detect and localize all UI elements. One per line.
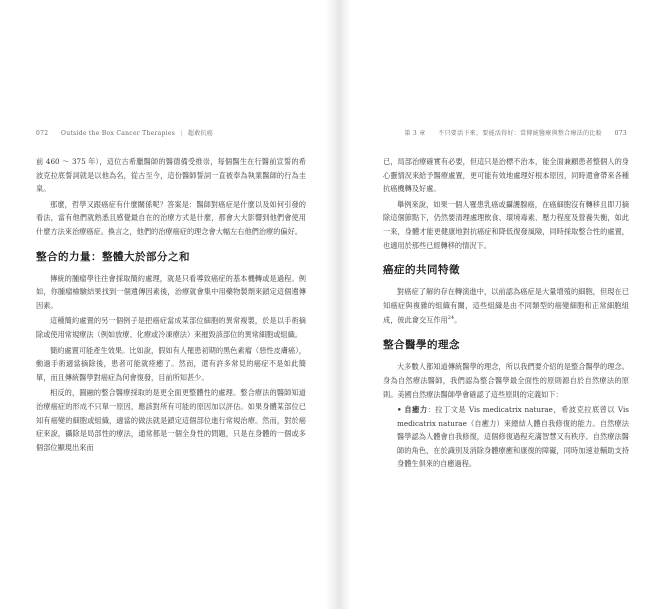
paragraph (383, 285, 629, 327)
bullet-item-self-healing (383, 403, 629, 471)
page-number-right: 073 (614, 130, 627, 137)
running-head-left: 072 Outside the Box Cancer Therapies | 超敢抗癌 (36, 130, 214, 137)
paragraph: 相反的，圓融的整合醫療採取的是更全面更整體性的處理。整合療法的醫師知道治療癌症的形成不只單一原因，應該對所有可能的原因加以評估。如果身體某部位已知有癌變的細胞或組織，適當的做法就是鎖定這個部位進行常規治療。然而，對於癌症來說，攝除是局部性的療法，通常都是一個全身性的問題，只是在身體的一個或多個部位顯現出來而 (36, 388, 306, 452)
paragraph-text: 對癌症了解的存在轉演進中，以前認為癌症是大量增殖的細胞，但現在已知癌症與複雜的組織有關，這些組織是由不同類型的癌變細胞和正常細胞組成，彼此會交互作用 (383, 287, 629, 325)
paragraph-end: 。 (454, 315, 462, 325)
paragraph: 舉例來說，如果一個人罹患乳癌或攝護腺癌，在癌細胞沒有轉移且即刀摘除這個節點下，仍然要清理處理飲食、環境毒素、壓力程度及營養失衡，如此一來，身體才能更健康地對抗癌症和降低復發風險，同時採取整合性的處置，也適用於那些已經轉移的情況下。 (383, 199, 629, 250)
bullet-paragraph (397, 403, 629, 471)
paragraph: 已，局部治療確實有必要，但這只是治標不治本，能全面兼顧患者整個人的身心靈情況來給予醫療處置，更可能有效地處理好根本原因，同時還會帶來各種抗癌機轉及好處。 (383, 157, 629, 194)
paragraph: 傳統的腫瘤學往往會採取簡約處理，就是只看導致癌症的基本機轉或是過程。例如，你腫瘤檢驗結果找到一個遺傳因素後，治療就會集中用藥物製劑來鎖定這個遺傳因素。 (36, 273, 306, 310)
section-heading-integrative-philosophy: 整合醫學的理念 (383, 339, 460, 352)
chapter-label: 第 3 章 (404, 130, 426, 137)
bullet-term: 自癒力 (404, 405, 428, 415)
paragraph: 前 460 ～ 375 年），這位古希臘醫師的醫德備受推崇，每個醫生在行醫前宣誓的希波克拉底誓詞就是以他為名，從古至今，這份醫師誓詞一直被奉為執業醫師的行為圭臬。 (36, 157, 306, 194)
paragraph: 那麼，哲學又跟癌症有什麼關係呢？答案是：醫師對癌症是什麼以及如何引發的看法，當有他們就熟悉且感覺最自在的治療方式是什麼，都會大大影響到他們會使用什麼方法來治療癌症。換言之，他們的治療癌症的理念會大幅左右他們治療的偏好。 (36, 199, 306, 236)
running-head-right (404, 128, 627, 137)
section-heading-integration: 整合的力量：整體大於部分之和 (36, 250, 190, 263)
section-heading-cancer-hallmarks: 癌症的共同特徵 (383, 264, 460, 277)
paragraph: 這種簡約處置的另一個例子是把癌症當成某部位細胞的異常複製，於是以手術摘除或使用常規療法（例如放療、化療或冷凍療法）來摧毀該部位的異常細胞或組織。 (36, 316, 306, 339)
page-number-left: 072 (36, 130, 49, 137)
footnote-reference: 24 (447, 315, 455, 322)
book-title-zh: 超敢抗癌 (187, 130, 214, 137)
paragraph: 大多數人都知道傳統醫學的理念，所以我們要介紹的是整合醫學的理念。身為自然療法醫師，我們認為整合醫學最全面性的原則源自於自然療法的原則。美國自然療法醫師學會確認了這些原則的定義如下： (383, 362, 629, 399)
chapter-title: 不只要活下來，要能活得好：當傳統醫療與整合療法的比較 (438, 130, 602, 137)
left-text-column (36, 155, 306, 456)
right-page (338, 0, 655, 609)
book-title-en: Outside the Box Cancer Therapies (61, 130, 176, 137)
right-text-column (383, 155, 629, 473)
bullet-marker: • (397, 405, 402, 415)
bullet-text: ：拉丁文是 Vis medicatrix naturae，希波克拉底曾以 Vis medicatrix naturae（自癒力）來總結人體自我修復的能力。自然療法醫學認為人體會自我修復，這個修復過程充滿智慧又有秩序。自然療法醫師的角色，在於識別及消除身體療癒和康復的障礙，同時加速並輔助支持身體生俱來的自癒過程。 (397, 405, 629, 469)
paragraph: 簡約處置可能產生效果。比如說，假如有人罹患初期的黑色素瘤（惡性皮膚癌），動過手術適當摘除後，患者可能就痊癒了。然而，還有許多常見的癌症不是如此簡單，而且傳統醫學對癌症為何會復發，目前所知甚少。 (36, 345, 306, 382)
